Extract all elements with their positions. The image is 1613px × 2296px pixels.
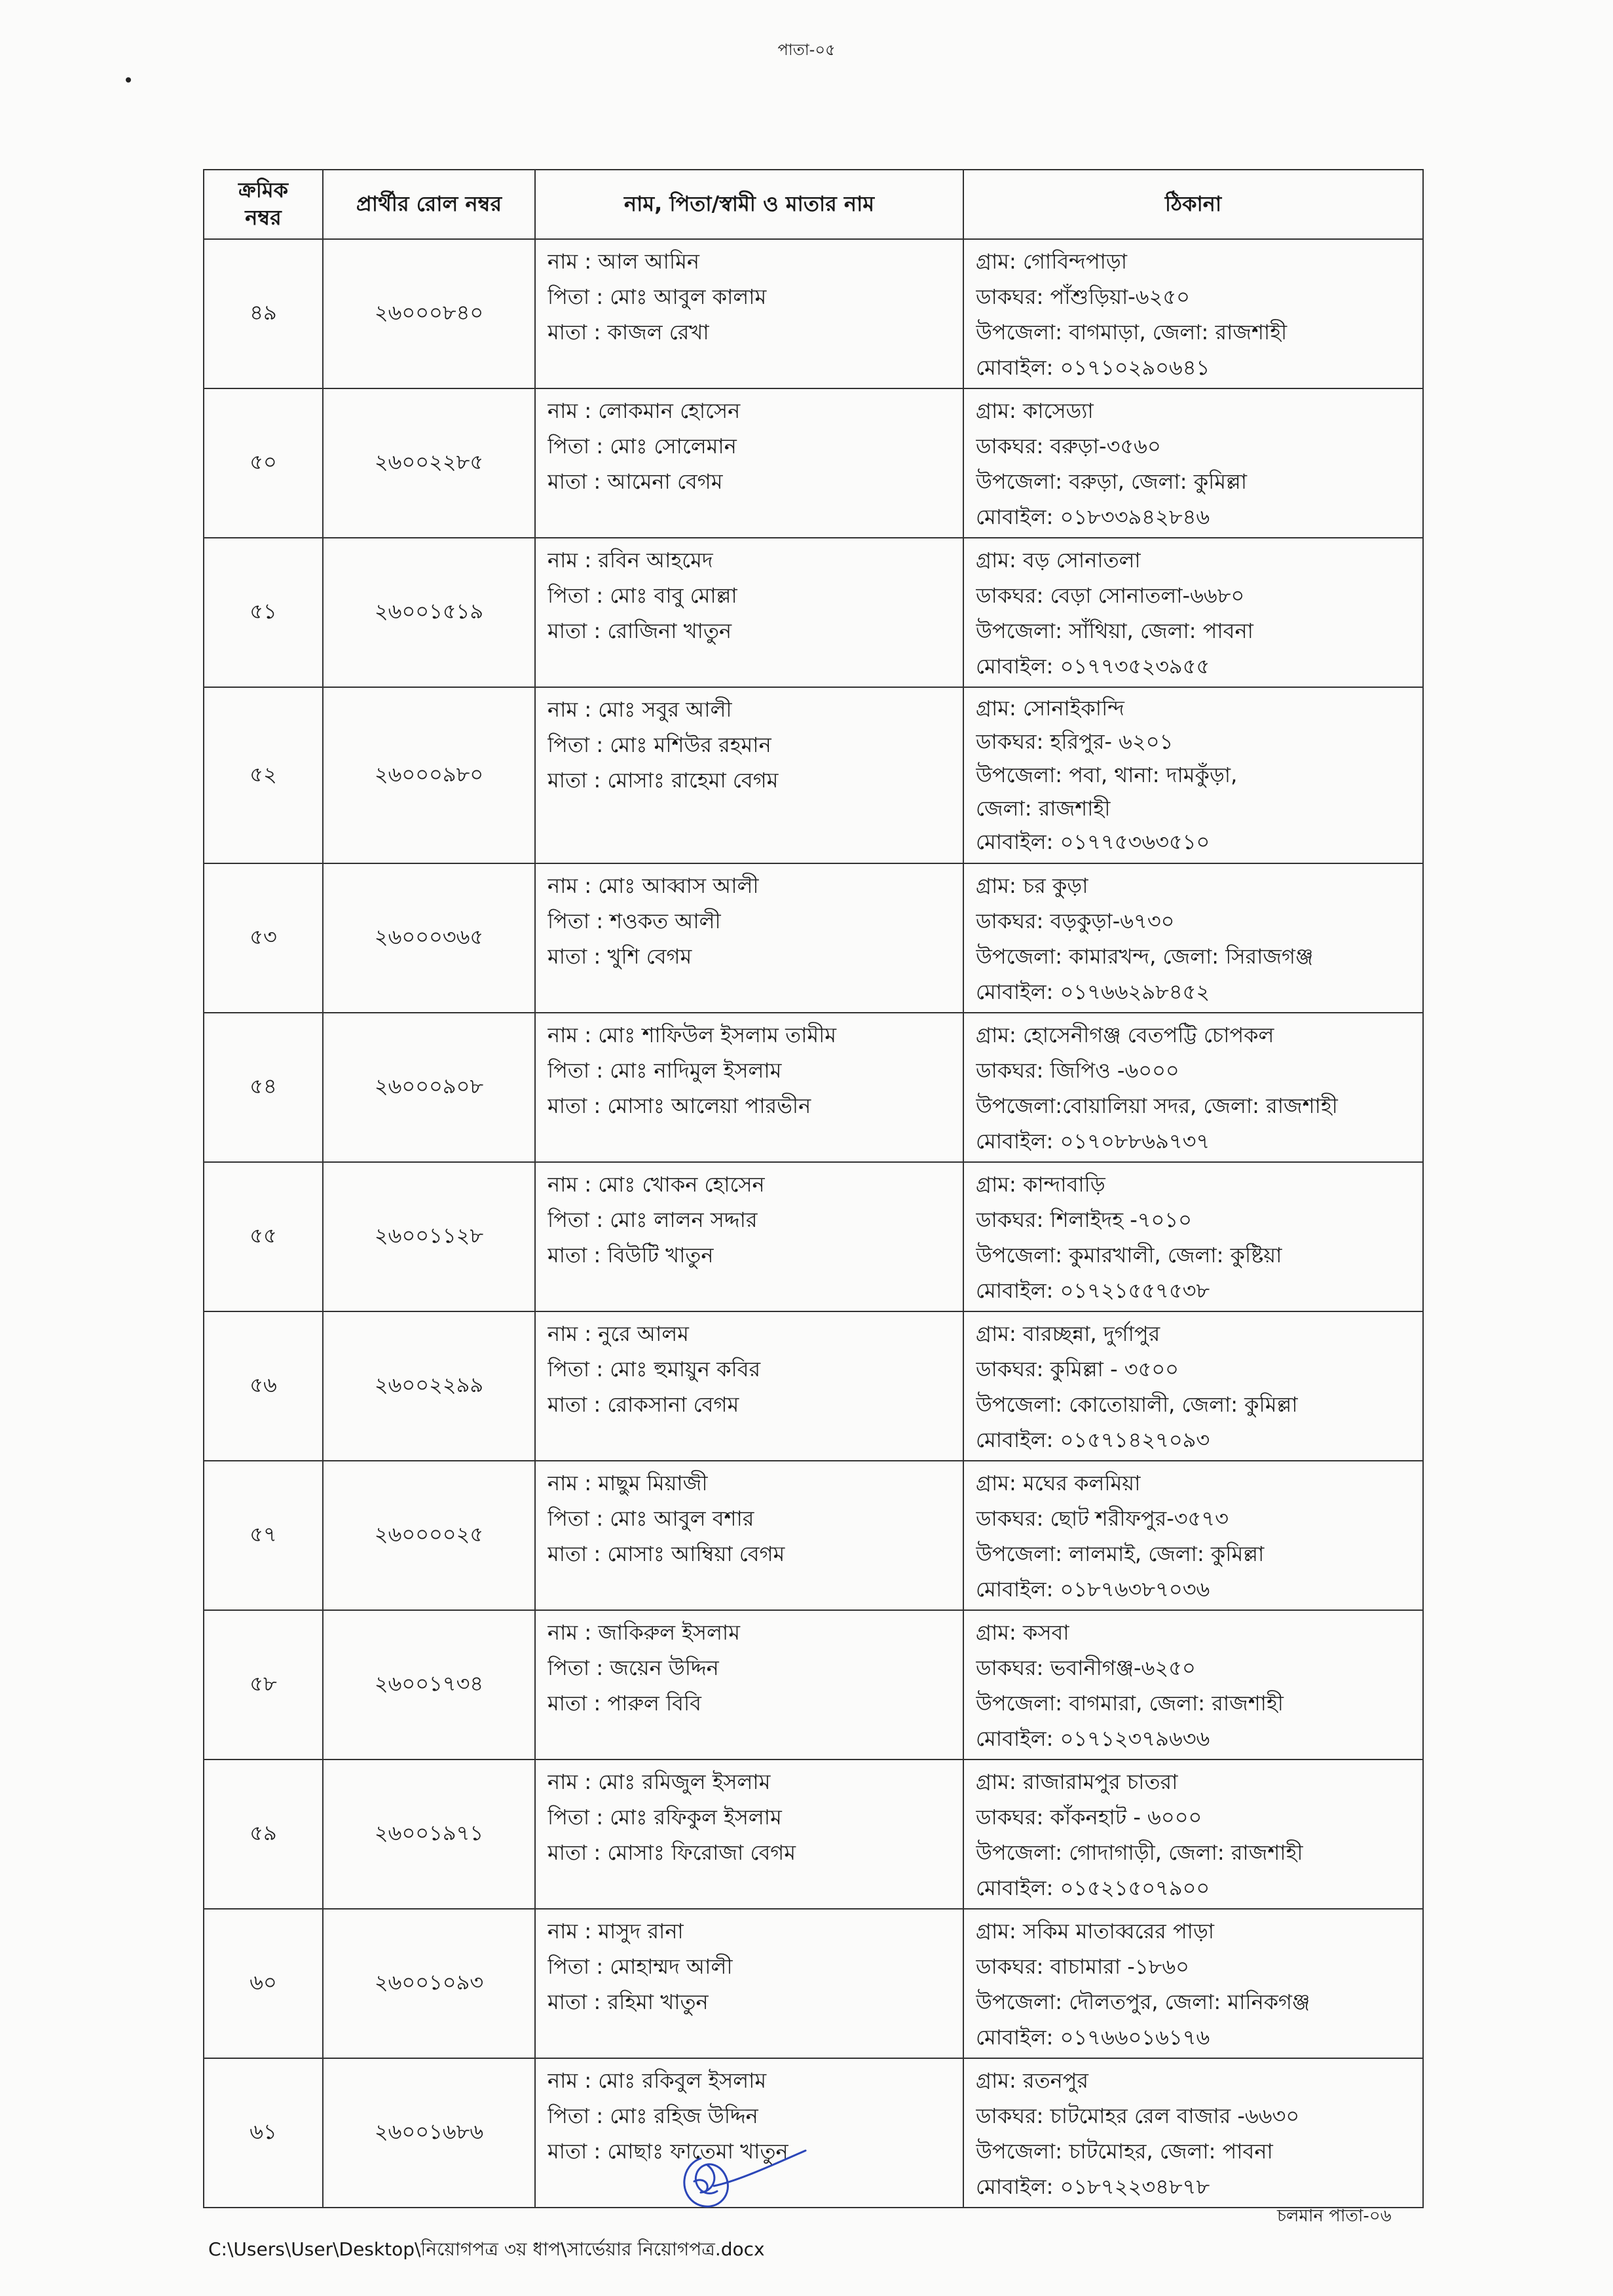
name-cell	[535, 388, 963, 538]
address-line: গ্রাম: বড় সোনাতলা	[976, 548, 1141, 573]
table-row	[204, 1013, 1423, 1162]
address-line: ডাকঘর: ভবানীগঞ্জ-৬২৫০	[976, 1655, 1196, 1680]
address-line: মোবাইল: ০১৭২১৫৫৭৫৩৮	[976, 1278, 1210, 1303]
serial-cell: ৫৩	[204, 863, 323, 1013]
address-line: মোবাইল: ০১৭৬৬০১৬১৭৬	[976, 2025, 1210, 2050]
address-cell	[963, 1162, 1423, 1311]
address-cell	[963, 1610, 1423, 1760]
roll-cell: ২৬০০১৫১৯	[323, 538, 535, 687]
address-line: ডাকঘর: ছোট শরীফপুর-৩৫৭৩	[976, 1506, 1229, 1531]
address-line: উপজেলা: চাটমোহর, জেলা: পাবনা	[976, 2139, 1273, 2164]
address-line: মোবাইল: ০১৭৬৬২৯৮৪৫২	[976, 979, 1210, 1004]
table-header-row	[204, 170, 1423, 239]
name-line: নাম : রবিন আহমেদ	[547, 548, 713, 573]
roll-cell: ২৬০০১১২৮	[323, 1162, 535, 1311]
name-cell	[535, 538, 963, 687]
address-cell	[963, 1760, 1423, 1909]
father-line: পিতা : শওকত আলী	[547, 909, 721, 933]
name-cell	[535, 1311, 963, 1461]
address-line: উপজেলা: কুমারখালী, জেলা: কুষ্টিয়া	[976, 1243, 1282, 1268]
address-line: মোবাইল: ০১৫৭১৪২৭০৯৩	[976, 1427, 1210, 1452]
address-line: ডাকঘর: কাঁকনহাট - ৬০০০	[976, 1805, 1202, 1830]
address-line: মোবাইল: ০১৫২১৫০৭৯০০	[976, 1875, 1210, 1900]
address-line: উপজেলা: দৌলতপুর, জেলা: মানিকগঞ্জ	[976, 1989, 1310, 2014]
serial-cell: ৫৫	[204, 1162, 323, 1311]
scan-speck	[126, 77, 131, 83]
roll-cell: ২৬০০২২৮৫	[323, 388, 535, 538]
table-row	[204, 863, 1423, 1013]
address-line: উপজেলা: বাগমারা, জেলা: রাজশাহী	[976, 1691, 1284, 1716]
serial-cell: ৫৪	[204, 1013, 323, 1162]
address-line: উপজেলা: বাগমাড়া, জেলা: রাজশাহী	[976, 320, 1288, 345]
address-line: মোবাইল: ০১৭১০২৯০৬৪১	[976, 355, 1210, 380]
serial-cell: ৫৬	[204, 1311, 323, 1461]
roll-cell: ২৬০০১৯৭১	[323, 1760, 535, 1909]
table-row	[204, 1461, 1423, 1610]
address-line: উপজেলা:বোয়ালিয়া সদর, জেলা: রাজশাহী	[976, 1093, 1338, 1118]
address-cell	[963, 538, 1423, 687]
father-line: পিতা : মোঃ মশিউর রহমান	[547, 732, 771, 757]
name-line: নাম : মাছুম মিয়াজী	[547, 1471, 708, 1496]
address-line: মোবাইল: ০১৭১২৩৭৯৬৩৬	[976, 1726, 1210, 1751]
address-cell	[963, 1909, 1423, 2058]
address-line: মোবাইল: ০১৮৩৩৯৪২৮৪৬	[976, 504, 1210, 529]
mother-line: মাতা : রোকসানা বেগম	[547, 1392, 739, 1417]
address-line: উপজেলা: গোদাগাড়ী, জেলা: রাজশাহী	[976, 1840, 1303, 1865]
address-line: ডাকঘর: চাটমোহর রেল বাজার -৬৬৩০	[976, 2103, 1300, 2128]
address-line: গ্রাম: রতনপুর	[976, 2068, 1089, 2093]
address-cell	[963, 863, 1423, 1013]
address-line: ডাকঘর: জিপিও -৬০০০	[976, 1058, 1179, 1083]
serial-cell: ৫২	[204, 687, 323, 863]
address-line: উপজেলা: পবা, থানা: দামকুঁড়া,	[976, 762, 1238, 787]
name-cell	[535, 239, 963, 388]
name-cell	[535, 1162, 963, 1311]
table-row	[204, 687, 1423, 863]
address-line: মোবাইল: ০১৭০৮৮৬৯৭৩৭	[976, 1129, 1210, 1154]
table-row	[204, 1311, 1423, 1461]
address-line: ডাকঘর: শিলাইদহ -৭০১০	[976, 1207, 1192, 1232]
address-line: ডাকঘর: হরিপুর- ৬২০১	[976, 729, 1174, 754]
mother-line: মাতা : মোসাঃ আম্বিয়া বেগম	[547, 1541, 785, 1566]
address-line: মোবাইল: ০১৮৭৬৩৮৭০৩৬	[976, 1577, 1210, 1602]
roll-cell: ২৬০০০৩৬৫	[323, 863, 535, 1013]
table-row	[204, 538, 1423, 687]
name-line: নাম : মোঃ আব্বাস আলী	[547, 873, 759, 898]
address-line: গ্রাম: হোসেনীগঞ্জ বেতপট্টি চোপকল	[976, 1023, 1274, 1047]
address-line: গ্রাম: সকিম মাতাব্বরের পাড়া	[976, 1919, 1215, 1944]
address-line: ডাকঘর: বাচামারা -১৮৬০	[976, 1954, 1189, 1979]
name-line: নাম : মোঃ সবুর আলী	[547, 697, 732, 722]
mother-line: মাতা : মোছাঃ ফাতেমা খাতুন	[547, 2139, 788, 2164]
roll-cell: ২৬০০০৯৮০	[323, 687, 535, 863]
address-line: গ্রাম: রাজারামপুর চাতরা	[976, 1769, 1178, 1794]
serial-cell: ৫১	[204, 538, 323, 687]
address-line: উপজেলা: কোতোয়ালী, জেলা: কুমিল্লা	[976, 1392, 1298, 1417]
address-line: গ্রাম: সোনাইকান্দি	[976, 696, 1124, 721]
roll-cell: ২৬০০১০৯৩	[323, 1909, 535, 2058]
table-row	[204, 1610, 1423, 1760]
page-number: পাতা-০৫	[777, 41, 836, 59]
father-line: পিতা : মোঃ রফিকুল ইসলাম	[547, 1805, 782, 1830]
candidate-table	[203, 169, 1424, 2208]
table-row	[204, 1760, 1423, 1909]
name-cell	[535, 1461, 963, 1610]
father-line: পিতা : মোঃ আবুল বশার	[547, 1506, 754, 1531]
address-cell	[963, 1461, 1423, 1610]
address-line: গ্রাম: গোবিন্দপাড়া	[976, 249, 1127, 274]
name-line: নাম : মাসুদ রানা	[547, 1919, 684, 1944]
address-line: মোবাইল: ০১৭৭৩৫২৩৯৫৫	[976, 654, 1210, 679]
address-line: মোবাইল: ০১৭৭৫৩৬৩৫১০	[976, 829, 1210, 854]
address-line: জেলা: রাজশাহী	[976, 796, 1111, 821]
mother-line: মাতা : পারুল বিবি	[547, 1691, 701, 1716]
mother-line: মাতা : রোজিনা খাতুন	[547, 618, 732, 643]
table-row	[204, 1162, 1423, 1311]
address-line: গ্রাম: কসবা	[976, 1620, 1069, 1645]
signature-mark	[675, 2145, 832, 2217]
address-cell	[963, 388, 1423, 538]
name-cell	[535, 687, 963, 863]
serial-cell: ৬০	[204, 1909, 323, 2058]
header-address: ঠিকানা	[963, 170, 1423, 239]
header-name: নাম, পিতা/স্বামী ও মাতার নাম	[535, 170, 963, 239]
father-line: পিতা : মোঃ হুমায়ুন কবির	[547, 1357, 761, 1382]
continued-page: চলমান পাতা-০৬	[1277, 2206, 1392, 2226]
address-cell	[963, 687, 1423, 863]
name-cell	[535, 863, 963, 1013]
roll-cell: ২৬০০০০২৫	[323, 1461, 535, 1610]
header-roll: প্রার্থীর রোল নম্বর	[323, 170, 535, 239]
header-serial-label: ক্রমিক নম্বর	[238, 178, 289, 230]
address-line: ডাকঘর: পাঁশুড়িয়া-৬২৫০	[976, 284, 1190, 309]
address-line: উপজেলা: বরুড়া, জেলা: কুমিল্লা	[976, 469, 1248, 494]
mother-line: মাতা : মোসাঃ ফিরোজা বেগম	[547, 1840, 796, 1865]
address-line: উপজেলা: লালমাই, জেলা: কুমিল্লা	[976, 1541, 1265, 1566]
name-line: নাম : মোঃ খোকন হোসেন	[547, 1172, 765, 1197]
mother-line: মাতা : রহিমা খাতুন	[547, 1989, 709, 2014]
father-line: পিতা : মোঃ লালন সদ্দার	[547, 1207, 758, 1232]
mother-line: মাতা : মোসাঃ আলেয়া পারভীন	[547, 1093, 811, 1118]
father-line: পিতা : মোঃ আবুল কালাম	[547, 284, 767, 309]
mother-line: মাতা : কাজল রেখা	[547, 320, 709, 345]
mother-line: মাতা : মোসাঃ রাহেমা বেগম	[547, 768, 779, 793]
serial-cell: ৫৯	[204, 1760, 323, 1909]
serial-cell: ৪৯	[204, 239, 323, 388]
file-path: C:\Users\User\Desktop\নিয়োগপত্র ৩য় ধাপ\সার্ভেয়ার নিয়োগপত্র.docx	[208, 2238, 765, 2260]
roll-cell: ২৬০০১৭৩৪	[323, 1610, 535, 1760]
address-line: মোবাইল: ০১৮৭২২৩৪৮৭৮	[976, 2174, 1210, 2199]
father-line: পিতা : মোঃ নাদিমুল ইসলাম	[547, 1058, 782, 1083]
address-line: গ্রাম: মঘের কলমিয়া	[976, 1471, 1141, 1496]
serial-cell: ৫৭	[204, 1461, 323, 1610]
name-cell	[535, 1760, 963, 1909]
name-line: নাম : নুরে আলম	[547, 1321, 689, 1346]
table-row	[204, 239, 1423, 388]
father-line: পিতা : মোঃ সোলেমান	[547, 434, 737, 459]
serial-cell: ৫৮	[204, 1610, 323, 1760]
name-cell	[535, 1013, 963, 1162]
roll-cell: ২৬০০২২৯৯	[323, 1311, 535, 1461]
name-line: নাম : জাকিরুল ইসলাম	[547, 1620, 740, 1645]
father-line: পিতা : জয়েন উদ্দিন	[547, 1655, 719, 1680]
father-line: পিতা : মোঃ রহিজ উদ্দিন	[547, 2103, 758, 2128]
serial-cell: ৫০	[204, 388, 323, 538]
address-line: গ্রাম: চর কুড়া	[976, 873, 1088, 898]
mother-line: মাতা : বিউটি খাতুন	[547, 1243, 714, 1268]
address-cell	[963, 1311, 1423, 1461]
address-line: উপজেলা: সাঁথিয়া, জেলা: পাবনা	[976, 618, 1253, 643]
name-line: নাম : লোকমান হোসেন	[547, 398, 741, 423]
address-line: গ্রাম: কান্দাবাড়ি	[976, 1172, 1105, 1197]
name-line: নাম : মোঃ শাফিউল ইসলাম তামীম	[547, 1023, 837, 1047]
mother-line: মাতা : খুশি বেগম	[547, 944, 692, 969]
name-line: নাম : আল আমিন	[547, 249, 699, 274]
roll-cell: ২৬০০১৬৮৬	[323, 2058, 535, 2208]
address-line: গ্রাম: কাসেড্যা	[976, 398, 1094, 423]
address-line: গ্রাম: বারচ্ছন্না, দুর্গাপুর	[976, 1321, 1160, 1346]
address-cell	[963, 1013, 1423, 1162]
address-line: ডাকঘর: বেড়া সোনাতলা-৬৬৮০	[976, 583, 1245, 608]
name-cell	[535, 1909, 963, 2058]
roll-cell: ২৬০০০৮৪০	[323, 239, 535, 388]
address-cell	[963, 2058, 1423, 2208]
name-line: নাম : মোঃ রকিবুল ইসলাম	[547, 2068, 767, 2093]
address-line: ডাকঘর: বড়কুড়া-৬৭৩০	[976, 909, 1175, 933]
address-line: ডাকঘর: বরুড়া-৩৫৬০	[976, 434, 1161, 459]
roll-cell: ২৬০০০৯০৮	[323, 1013, 535, 1162]
name-cell	[535, 1610, 963, 1760]
header-serial	[204, 170, 323, 239]
table-row	[204, 1909, 1423, 2058]
name-line: নাম : মোঃ রমিজুল ইসলাম	[547, 1769, 771, 1794]
father-line: পিতা : মোঃ বাবু মোল্লা	[547, 583, 737, 608]
serial-cell: ৬১	[204, 2058, 323, 2208]
address-cell	[963, 239, 1423, 388]
address-line: ডাকঘর: কুমিল্লা - ৩৫০০	[976, 1357, 1179, 1382]
address-line: উপজেলা: কামারখন্দ, জেলা: সিরাজগঞ্জ	[976, 944, 1314, 969]
mother-line: মাতা : আমেনা বেগম	[547, 469, 723, 494]
father-line: পিতা : মোহাম্মদ আলী	[547, 1954, 733, 1979]
table-row	[204, 388, 1423, 538]
